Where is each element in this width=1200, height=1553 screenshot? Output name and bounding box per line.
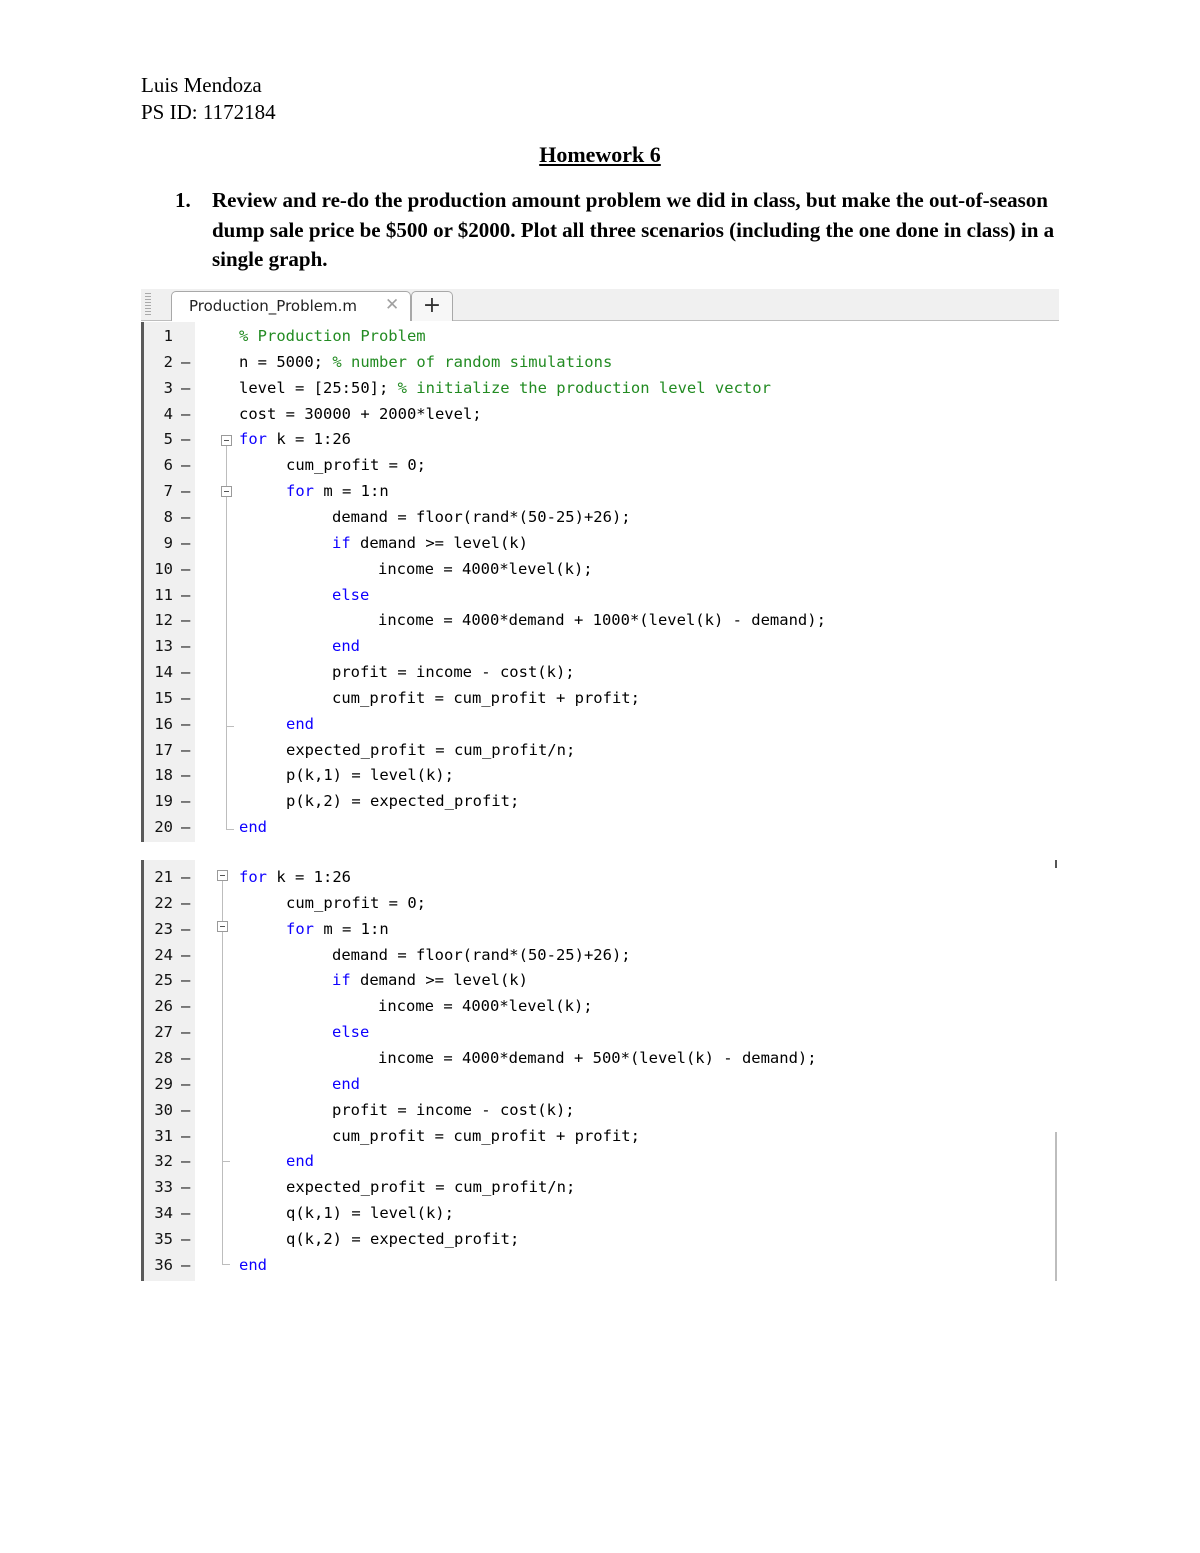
- breakpoint-marker[interactable]: —: [181, 482, 191, 501]
- line-number: 28: [154, 1048, 173, 1067]
- line-number: 11: [154, 585, 173, 604]
- breakpoint-marker[interactable]: —: [181, 352, 191, 371]
- code-text: [239, 814, 267, 840]
- code-line[interactable]: [141, 864, 1059, 890]
- code-line[interactable]: [141, 633, 1059, 659]
- breakpoint-marker[interactable]: —: [181, 971, 191, 990]
- fold-end-line: [226, 726, 234, 727]
- keyword: if: [332, 533, 351, 552]
- line-number: 10: [154, 559, 173, 578]
- code-token: cost = 30000 + 2000*level;: [239, 404, 482, 423]
- close-icon[interactable]: ✕: [385, 295, 400, 315]
- code-line[interactable]: [141, 1097, 1059, 1123]
- code-line[interactable]: [141, 1200, 1059, 1226]
- code-token: cum_profit = 0;: [286, 893, 426, 912]
- code-text: [332, 1071, 360, 1097]
- code-token: cum_profit = 0;: [286, 456, 426, 475]
- breakpoint-marker[interactable]: —: [181, 1255, 191, 1274]
- code-line[interactable]: [141, 426, 1059, 452]
- code-text: [239, 323, 426, 349]
- code-line[interactable]: [141, 582, 1059, 608]
- keyword: for: [286, 919, 314, 938]
- fold-toggle-icon[interactable]: [217, 870, 228, 881]
- question-text: Review and re-do the production amount problem we did in class, but make the out-of-season dump sale price be $500 or $2000. Plot all three scenarios (including the one done in class) in a single graph.: [212, 188, 1055, 271]
- code-line[interactable]: [141, 1071, 1059, 1097]
- keyword: end: [239, 818, 267, 837]
- code-text: [239, 401, 482, 427]
- code-line[interactable]: [141, 737, 1059, 763]
- line-number: 9: [163, 533, 173, 552]
- code-line[interactable]: [141, 452, 1059, 478]
- keyword: for: [239, 868, 267, 886]
- code-line[interactable]: [141, 1148, 1059, 1174]
- line-number: 24: [154, 945, 173, 964]
- code-text: [286, 711, 314, 737]
- keyword: end: [286, 714, 314, 733]
- code-line[interactable]: [141, 375, 1059, 401]
- code-token: demand = floor(rand*(50-25)+26);: [332, 507, 631, 526]
- line-number: 16: [154, 714, 173, 733]
- code-text: [286, 1174, 575, 1200]
- breakpoint-marker[interactable]: —: [181, 611, 191, 630]
- code-text: [332, 942, 631, 968]
- code-line[interactable]: [141, 401, 1059, 427]
- code-text: [286, 788, 519, 814]
- code-line[interactable]: [141, 1123, 1059, 1149]
- line-number: 12: [154, 611, 173, 630]
- keyword: end: [239, 1255, 267, 1274]
- code-text: [286, 1226, 519, 1252]
- line-number: 19: [154, 792, 173, 811]
- code-line[interactable]: [141, 530, 1059, 556]
- code-line[interactable]: [141, 788, 1059, 814]
- tab-label: Production_Problem.m: [189, 297, 358, 315]
- code-token: income = 4000*demand + 1000*(level(k) - demand);: [378, 611, 826, 630]
- code-text: [239, 349, 612, 375]
- code-editor-top[interactable]: [141, 289, 1059, 842]
- line-number: 21: [154, 868, 173, 886]
- code-token: q(k,2) = expected_profit;: [286, 1229, 520, 1248]
- code-line[interactable]: [141, 659, 1059, 685]
- breakpoint-marker[interactable]: —: [181, 430, 191, 449]
- keyword: else: [332, 1023, 370, 1042]
- line-number: 30: [154, 1100, 173, 1119]
- keyword: for: [286, 482, 314, 501]
- code-line[interactable]: [141, 1226, 1059, 1252]
- code-text: [332, 1123, 640, 1149]
- code-text: [332, 1019, 369, 1045]
- line-number: 34: [154, 1204, 173, 1223]
- fold-end-line: [222, 1161, 230, 1162]
- code-text: [239, 1252, 267, 1278]
- add-tab-button[interactable]: +: [411, 291, 453, 321]
- homework-title: Homework 6: [539, 142, 661, 167]
- code-text: [332, 685, 640, 711]
- fold-end-line: [222, 1264, 230, 1265]
- code-text: [378, 993, 593, 1019]
- breakpoint-marker[interactable]: —: [181, 714, 191, 733]
- student-id: PS ID: 1172184: [141, 100, 276, 124]
- code-text: [332, 1097, 575, 1123]
- code-token: m = 1:n: [314, 482, 389, 501]
- fold-guide-line: [226, 497, 227, 726]
- line-number: 35: [154, 1229, 173, 1248]
- code-token: cum_profit = cum_profit + profit;: [332, 688, 640, 707]
- breakpoint-marker[interactable]: —: [181, 818, 191, 837]
- code-token: expected_profit = cum_profit/n;: [286, 1178, 576, 1197]
- code-token: demand >= level(k): [350, 971, 528, 990]
- breakpoint-marker[interactable]: —: [181, 1178, 191, 1197]
- breakpoint-marker[interactable]: —: [181, 945, 191, 964]
- code-line[interactable]: [141, 993, 1059, 1019]
- line-number: 31: [154, 1126, 173, 1145]
- fold-toggle-icon[interactable]: [221, 486, 232, 497]
- line-number: 1: [163, 327, 173, 345]
- author-name: Luis Mendoza: [141, 73, 262, 97]
- code-text: [378, 1045, 817, 1071]
- line-number: 3: [163, 378, 173, 397]
- code-text: [378, 607, 826, 633]
- line-number: 5: [163, 430, 173, 449]
- breakpoint-marker[interactable]: —: [181, 997, 191, 1016]
- breakpoint-marker[interactable]: —: [181, 1074, 191, 1093]
- drag-grip-icon[interactable]: [145, 293, 151, 317]
- breakpoint-marker[interactable]: —: [181, 1048, 191, 1067]
- line-number: 26: [154, 997, 173, 1016]
- keyword: end: [286, 1152, 314, 1171]
- code-token: k = 1:26: [267, 868, 351, 886]
- code-text: [378, 556, 593, 582]
- code-line[interactable]: [141, 916, 1059, 942]
- line-number: 20: [154, 818, 173, 837]
- line-number: 18: [154, 766, 173, 785]
- code-token: k = 1:26: [267, 430, 351, 449]
- breakpoint-marker[interactable]: —: [181, 533, 191, 552]
- breakpoint-marker[interactable]: —: [181, 919, 191, 938]
- code-token: income = 4000*demand + 500*(level(k) - demand);: [378, 1048, 817, 1067]
- code-text: [332, 659, 575, 685]
- breakpoint-marker[interactable]: —: [181, 1229, 191, 1248]
- line-number: 33: [154, 1178, 173, 1197]
- line-number: 4: [163, 404, 173, 423]
- breakpoint-marker[interactable]: —: [181, 688, 191, 707]
- code-token: profit = income - cost(k);: [332, 663, 575, 682]
- fold-toggle-icon[interactable]: [221, 435, 232, 446]
- keyword: else: [332, 585, 370, 604]
- code-text: [239, 426, 351, 452]
- code-token: m = 1:n: [314, 919, 389, 938]
- code-text: [286, 1148, 314, 1174]
- code-text: [286, 916, 389, 942]
- code-token: demand = floor(rand*(50-25)+26);: [332, 945, 631, 964]
- code-token: cum_profit = cum_profit + profit;: [332, 1126, 640, 1145]
- line-number: 8: [163, 507, 173, 526]
- code-text: [239, 375, 771, 401]
- line-number: 14: [154, 663, 173, 682]
- keyword: if: [332, 971, 351, 990]
- code-line[interactable]: [141, 607, 1059, 633]
- line-number: 13: [154, 637, 173, 656]
- breakpoint-marker[interactable]: —: [181, 766, 191, 785]
- breakpoint-marker[interactable]: —: [181, 893, 191, 912]
- breakpoint-marker[interactable]: —: [181, 663, 191, 682]
- code-text: [286, 1200, 454, 1226]
- code-text: [286, 890, 426, 916]
- breakpoint-marker[interactable]: —: [181, 378, 191, 397]
- line-number: 29: [154, 1074, 173, 1093]
- line-number: 23: [154, 919, 173, 938]
- code-token: income = 4000*level(k);: [378, 997, 593, 1016]
- fold-end-line: [226, 829, 234, 830]
- breakpoint-marker[interactable]: —: [181, 1023, 191, 1042]
- code-token: demand >= level(k): [350, 533, 528, 552]
- breakpoint-marker[interactable]: —: [181, 792, 191, 811]
- fold-toggle-icon[interactable]: [217, 921, 228, 932]
- code-token: p(k,2) = expected_profit;: [286, 792, 520, 811]
- code-line[interactable]: [141, 323, 1059, 349]
- code-text: [286, 452, 426, 478]
- code-line[interactable]: [141, 504, 1059, 530]
- breakpoint-marker[interactable]: —: [181, 637, 191, 656]
- code-token: expected_profit = cum_profit/n;: [286, 740, 576, 759]
- keyword: for: [239, 430, 267, 449]
- code-text: [332, 967, 528, 993]
- breakpoint-marker[interactable]: —: [181, 404, 191, 423]
- line-number: 15: [154, 688, 173, 707]
- line-number: 22: [154, 893, 173, 912]
- code-token: level = [25:50];: [239, 378, 398, 397]
- code-token: p(k,1) = level(k);: [286, 766, 454, 785]
- code-line[interactable]: [141, 967, 1059, 993]
- code-text: [286, 737, 575, 763]
- breakpoint-marker[interactable]: —: [181, 1126, 191, 1145]
- breakpoint-marker[interactable]: —: [181, 507, 191, 526]
- code-text: [332, 504, 631, 530]
- keyword: end: [332, 637, 360, 656]
- breakpoint-marker[interactable]: —: [181, 559, 191, 578]
- line-number: 7: [163, 482, 173, 501]
- breakpoint-marker[interactable]: —: [181, 1152, 191, 1171]
- line-number: 25: [154, 971, 173, 990]
- code-line[interactable]: [141, 685, 1059, 711]
- code-line[interactable]: [141, 478, 1059, 504]
- code-line[interactable]: [141, 814, 1059, 840]
- keyword: end: [332, 1074, 360, 1093]
- line-number: 32: [154, 1152, 173, 1171]
- breakpoint-marker[interactable]: —: [181, 585, 191, 604]
- line-number: 6: [163, 456, 173, 475]
- code-editor-bottom[interactable]: [141, 860, 1059, 1281]
- code-token: n = 5000;: [239, 352, 333, 371]
- code-text: [332, 530, 528, 556]
- code-line[interactable]: [141, 1045, 1059, 1071]
- breakpoint-marker[interactable]: —: [181, 868, 191, 886]
- code-line[interactable]: [141, 556, 1059, 582]
- code-line[interactable]: [141, 890, 1059, 916]
- line-number: 36: [154, 1255, 173, 1274]
- code-line[interactable]: [141, 1252, 1059, 1278]
- code-line[interactable]: [141, 1019, 1059, 1045]
- line-number: 2: [163, 352, 173, 371]
- breakpoint-marker[interactable]: —: [181, 1204, 191, 1223]
- code-token: profit = income - cost(k);: [332, 1100, 575, 1119]
- breakpoint-marker[interactable]: —: [181, 740, 191, 759]
- question-number: 1.: [175, 188, 191, 212]
- fold-guide-line: [222, 932, 223, 1161]
- code-token: income = 4000*level(k);: [378, 559, 593, 578]
- breakpoint-marker[interactable]: —: [181, 456, 191, 475]
- comment: % initialize the production level vector: [397, 378, 771, 397]
- comment: % number of random simulations: [332, 352, 613, 371]
- code-text: [239, 864, 351, 890]
- line-number: 17: [154, 740, 173, 759]
- code-text: [286, 762, 454, 788]
- code-text: [332, 582, 369, 608]
- question-1: [175, 186, 1075, 275]
- code-line[interactable]: [141, 1174, 1059, 1200]
- code-text: [286, 478, 389, 504]
- code-line[interactable]: [141, 711, 1059, 737]
- editor-tab-bar: [141, 289, 1059, 321]
- code-token: q(k,1) = level(k);: [286, 1204, 454, 1223]
- code-line[interactable]: [141, 942, 1059, 968]
- code-line[interactable]: [141, 349, 1059, 375]
- tab-production-problem[interactable]: [171, 291, 411, 321]
- code-line[interactable]: [141, 762, 1059, 788]
- line-number: 27: [154, 1023, 173, 1042]
- code-text: [332, 633, 360, 659]
- comment: % Production Problem: [239, 327, 426, 345]
- breakpoint-marker[interactable]: —: [181, 1100, 191, 1119]
